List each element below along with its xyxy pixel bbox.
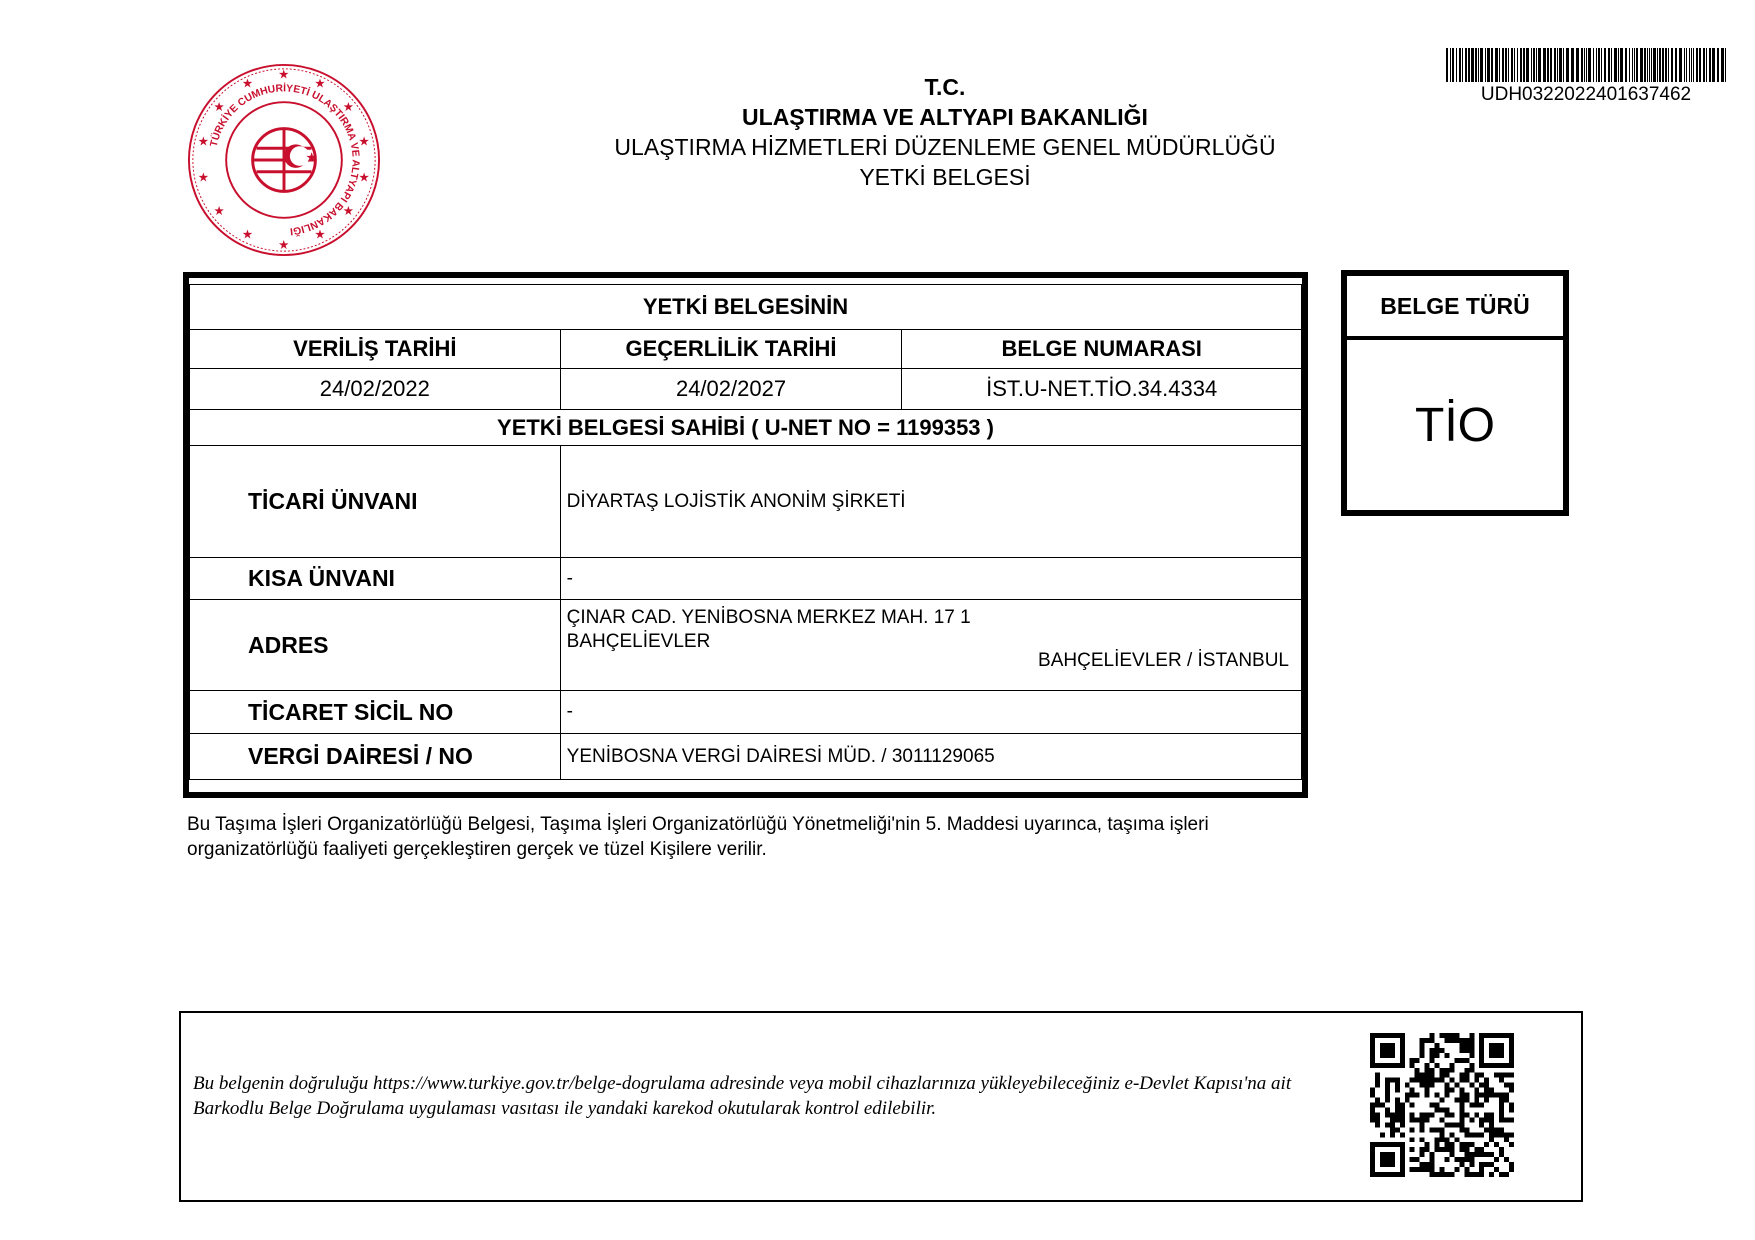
- qr-code-image: [1370, 1033, 1514, 1177]
- barcode-number: UDH0322022401637462: [1480, 84, 1692, 105]
- validity-date: 24/02/2027: [560, 369, 902, 410]
- address-line1: ÇINAR CAD. YENİBOSNA MERKEZ MAH. 17 1: [566, 607, 971, 628]
- svg-text:★: ★: [197, 169, 210, 185]
- svg-text:★: ★: [342, 202, 355, 218]
- barcode-image: [1446, 48, 1726, 82]
- address-label: ADRES: [190, 600, 561, 691]
- header-ministry: ULAŞTIRMA VE ALTYAPI BAKANLIĞI: [742, 104, 1148, 130]
- svg-text:★: ★: [213, 99, 225, 114]
- certificate-table: [189, 284, 1302, 780]
- svg-text:★: ★: [278, 66, 290, 82]
- document-number: İST.U-NET.TİO.34.4334: [902, 369, 1302, 410]
- certificate-title: YETKİ BELGESİNİN: [190, 285, 1302, 330]
- certificate-box: [183, 272, 1308, 798]
- svg-text:★: ★: [305, 149, 318, 165]
- svg-text:★: ★: [358, 169, 370, 185]
- header-doc-title: YETKİ BELGESİ: [859, 164, 1031, 190]
- document-header: [560, 72, 1330, 192]
- header-directorate: ULAŞTIRMA HİZMETLERİ DÜZENLEME GENEL MÜDÜRLÜĞÜ: [614, 134, 1276, 160]
- registry-value: -: [560, 691, 1301, 734]
- verification-box: [179, 1011, 1583, 1202]
- ministry-seal: [186, 62, 382, 258]
- svg-text:★: ★: [213, 202, 225, 218]
- issue-date: 24/02/2022: [190, 369, 561, 410]
- owner-title: YETKİ BELGESİ SAHİBİ ( U-NET NO = 1199353 ): [190, 410, 1302, 446]
- address-line2: BAHÇELİEVLER: [566, 631, 711, 652]
- svg-text:★: ★: [197, 133, 210, 149]
- regulation-note: Bu Taşıma İşleri Organizatörlüğü Belgesi, Taşıma İşleri Organizatörlüğü Yönetmeliği'nin 5. Maddesi uyarınca, taşıma işleri organizatörlüğü faaliyeti gerçekleştiren gerçek ve tüzel Kişilere verilir.: [187, 814, 1209, 860]
- document-type-box: [1341, 270, 1569, 516]
- tax-value: YENİBOSNA VERGİ DAİRESİ MÜD. / 3011129065: [560, 734, 1301, 780]
- svg-text:★: ★: [241, 75, 254, 91]
- svg-text:★: ★: [342, 99, 355, 114]
- address-city: BAHÇELİEVLER / İSTANBUL: [1038, 650, 1289, 671]
- trade-name-label: TİCARİ ÜNVANI: [190, 446, 561, 558]
- document-number-header: BELGE NUMARASI: [902, 330, 1302, 369]
- svg-text:★: ★: [314, 226, 326, 242]
- tax-label: VERGİ DAİRESİ / NO: [190, 734, 561, 780]
- registry-label: TİCARET SİCİL NO: [190, 691, 561, 734]
- validity-date-header: GEÇERLİLİK TARİHİ: [560, 330, 902, 369]
- document-type-value: TİO: [1415, 398, 1495, 452]
- header-tc: T.C.: [924, 74, 966, 100]
- svg-text:★: ★: [358, 133, 370, 149]
- verification-text: Bu belgenin doğruluğu https://www.turkiye.gov.tr/belge-dogrulama adresinde veya mobil cihazlarınıza yükleyebileceğiniz e-Devlet Kapısı'na ait Barkodlu Belge Doğrulama uygulaması vasıtası ile yandaki karekod okutularak kontrol edilebilir.: [193, 1073, 1292, 1119]
- svg-text:★: ★: [314, 75, 326, 91]
- address-value: [560, 600, 1301, 691]
- short-name-label: KISA ÜNVANI: [190, 558, 561, 600]
- svg-text:★: ★: [278, 237, 290, 253]
- short-name-value: -: [560, 558, 1301, 600]
- document-type-label: BELGE TÜRÜ: [1347, 276, 1563, 340]
- seal-ring-text: TÜRKİYE CUMHURİYETİ ULAŞTIRMA VE ALTYAPI BAKANLIĞI: [208, 83, 361, 237]
- svg-text:★: ★: [241, 226, 254, 242]
- trade-name-value: DİYARTAŞ LOJİSTİK ANONİM ŞİRKETİ: [560, 446, 1301, 558]
- issue-date-header: VERİLİŞ TARİHİ: [190, 330, 561, 369]
